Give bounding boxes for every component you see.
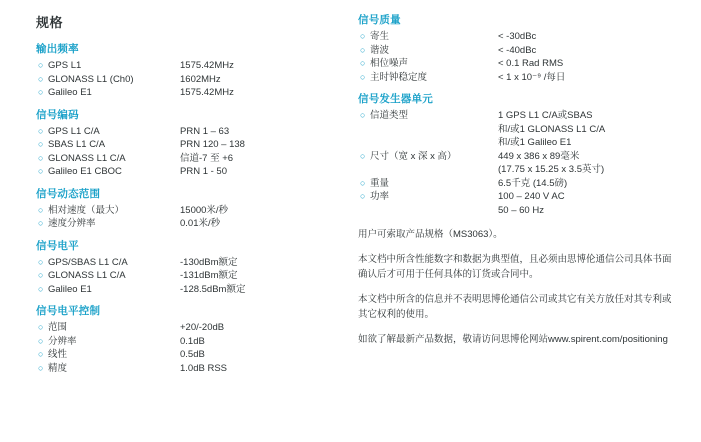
bullet-icon <box>358 163 370 177</box>
spec-row <box>36 362 336 376</box>
spec-value: -130dBm额定 <box>180 256 238 268</box>
spec-section-heading: 输出频率 <box>36 43 79 55</box>
spec-section <box>36 238 336 297</box>
spec-row <box>358 109 688 123</box>
bullet-icon: ○ <box>38 204 44 215</box>
spec-value: 15000米/秒 <box>180 204 229 216</box>
spec-value: PRN 1 – 63 <box>180 125 230 137</box>
spec-value: 100 – 240 V AC <box>498 191 565 202</box>
spec-label: 信道类型 <box>370 110 409 121</box>
bullet-icon: ○ <box>38 73 44 84</box>
spec-label: GPS/SBAS L1 C/A <box>48 256 128 268</box>
bullet-icon: ○ <box>360 31 366 41</box>
spec-label: GLONASS L1 C/A <box>48 152 126 164</box>
spec-value: 和/或1 GLONASS L1 C/A <box>498 123 606 135</box>
spec-label: Galileo E1 <box>48 87 92 98</box>
bullet-icon <box>358 123 370 137</box>
spec-row <box>36 321 336 335</box>
spec-value: 0.5dB <box>180 349 205 360</box>
spec-label: GPS L1 <box>48 60 82 71</box>
spec-label: 主时钟稳定度 <box>370 71 428 83</box>
bullet-icon: ○ <box>360 71 366 82</box>
spec-value: < -40dBc <box>498 44 537 56</box>
spec-row <box>36 73 336 87</box>
bullet-icon: ○ <box>38 139 44 149</box>
spec-row <box>36 152 336 166</box>
spec-value: 1 GPS L1 C/A或SBAS <box>498 110 593 121</box>
spec-value: 1602MHz <box>180 73 221 85</box>
legal-note-paragraph: 用户可索取产品规格（MS3063）。 <box>358 229 503 240</box>
spec-value: -128.5dBm额定 <box>180 283 246 295</box>
legal-note-paragraph: 本文档中所含性能数字和数据为典型值，且必须由思博伦通信公司具体书面确认后才可用于任何具体的订货或合同中。 <box>358 254 672 280</box>
right-sections <box>358 12 688 217</box>
spec-section <box>36 41 336 100</box>
spec-value: -131dBm额定 <box>180 270 238 281</box>
bullet-icon: ○ <box>360 150 366 161</box>
bullet-icon: ○ <box>38 335 44 346</box>
spec-value: PRN 1 - 50 <box>180 166 227 177</box>
spec-label: Galileo E1 CBOC <box>48 166 122 177</box>
bullet-icon: ○ <box>38 152 44 163</box>
spec-row <box>358 190 688 204</box>
spec-value: < -30dBc <box>498 31 537 42</box>
bullet-icon: ○ <box>38 218 44 228</box>
spec-label: 分辨率 <box>48 335 77 347</box>
bullet-icon: ○ <box>360 110 366 120</box>
bullet-icon: ○ <box>38 270 44 280</box>
spec-value: +20/-20dB <box>180 322 225 333</box>
spec-section <box>36 186 336 231</box>
spec-label: 范围 <box>48 322 68 333</box>
bullet-icon: ○ <box>360 177 366 188</box>
spec-row <box>36 59 336 73</box>
spec-value: < 0.1 Rad RMS <box>498 58 564 69</box>
spec-row <box>358 44 688 58</box>
spec-section-heading: 信号发生器单元 <box>358 93 433 105</box>
spec-row <box>358 163 688 177</box>
spec-value: 1575.42MHz <box>180 87 234 98</box>
spec-value: (17.75 x 15.25 x 3.5英寸) <box>498 164 605 175</box>
spec-value: PRN 120 – 138 <box>180 139 245 150</box>
spec-row <box>358 136 688 150</box>
bullet-icon: ○ <box>360 191 366 201</box>
spec-section-heading: 信号电平控制 <box>36 305 101 317</box>
spec-row <box>358 123 688 137</box>
spec-row <box>36 125 336 139</box>
bullet-icon: ○ <box>38 125 44 136</box>
bullet-icon: ○ <box>38 362 44 373</box>
spec-section <box>358 12 688 84</box>
bullet-icon <box>358 136 370 150</box>
spec-label: 功率 <box>370 191 390 202</box>
spec-label: 相对速度（最大） <box>48 204 125 216</box>
spec-value: < 1 x 10⁻⁹ /每日 <box>498 71 566 83</box>
bullet-icon <box>358 204 370 218</box>
bullet-icon: ○ <box>38 87 44 97</box>
bullet-icon: ○ <box>38 60 44 70</box>
spec-section-heading: 信号质量 <box>358 14 401 26</box>
right-column <box>358 0 688 357</box>
spec-section <box>358 91 688 217</box>
spec-row <box>36 269 336 283</box>
legal-notes <box>358 227 688 347</box>
bullet-icon: ○ <box>38 322 44 332</box>
spec-section <box>36 107 336 179</box>
spec-row <box>36 138 336 152</box>
spec-row <box>36 86 336 100</box>
spec-value: 0.1dB <box>180 335 205 347</box>
spec-label: 寄生 <box>370 31 390 42</box>
spec-row <box>358 57 688 71</box>
bullet-icon: ○ <box>38 349 44 359</box>
spec-row <box>36 256 336 270</box>
spec-section-heading: 信号编码 <box>36 108 79 121</box>
page-title: 规格 <box>36 15 64 30</box>
left-column <box>36 0 336 382</box>
spec-value: 6.5千克 (14.5磅) <box>498 177 568 189</box>
spec-section <box>36 303 336 375</box>
bullet-icon: ○ <box>38 256 44 267</box>
spec-label: 尺寸（宽 x 深 x 高） <box>370 150 457 162</box>
spec-row <box>358 177 688 191</box>
spec-label: GPS L1 C/A <box>48 125 100 137</box>
spec-row <box>358 204 688 218</box>
spec-section-heading: 信号电平 <box>36 239 79 252</box>
spec-row <box>36 335 336 349</box>
spec-label: 谐波 <box>370 44 390 56</box>
spec-label: 速度分辨率 <box>48 218 96 229</box>
spec-label: 相位噪声 <box>370 58 409 69</box>
left-sections <box>36 41 336 375</box>
legal-note-paragraph: 如欲了解最新产品数据，敬请访问思博伦网站www.spirent.com/positioning <box>358 334 668 345</box>
bullet-icon: ○ <box>38 166 44 176</box>
bullet-icon: ○ <box>360 44 366 55</box>
spec-row <box>358 150 688 164</box>
spec-row <box>358 30 688 44</box>
spec-section-heading: 信号动态范围 <box>36 187 101 200</box>
spec-value: 信道-7 至 +6 <box>180 152 234 164</box>
spec-label: 线性 <box>48 349 68 360</box>
bullet-icon: ○ <box>360 58 366 68</box>
spec-label: 重量 <box>370 177 390 189</box>
spec-row <box>36 165 336 179</box>
spec-row <box>36 348 336 362</box>
spec-value: 1.0dB RSS <box>180 362 227 374</box>
spec-label: SBAS L1 C/A <box>48 139 106 150</box>
spec-label: 精度 <box>48 362 68 374</box>
spec-row <box>36 204 336 218</box>
legal-note-paragraph: 本文档中所含的信息并不表明思博伦通信公司或其它有关方放任对其专利或其它权利的使用。 <box>358 294 672 320</box>
spec-value: 和/或1 Galileo E1 <box>498 137 572 148</box>
spec-row <box>36 217 336 231</box>
spec-value: 449 x 386 x 89毫米 <box>498 150 580 162</box>
spec-value: 0.01米/秒 <box>180 218 221 229</box>
spec-value: 1575.42MHz <box>180 60 234 71</box>
bullet-icon: ○ <box>38 283 44 294</box>
spec-row <box>36 283 336 297</box>
spec-value: 50 – 60 Hz <box>498 204 544 216</box>
spec-row <box>358 71 688 85</box>
spec-label: GLONASS L1 (Ch0) <box>48 73 134 85</box>
spec-label: Galileo E1 <box>48 283 92 295</box>
spec-label: GLONASS L1 C/A <box>48 270 126 281</box>
